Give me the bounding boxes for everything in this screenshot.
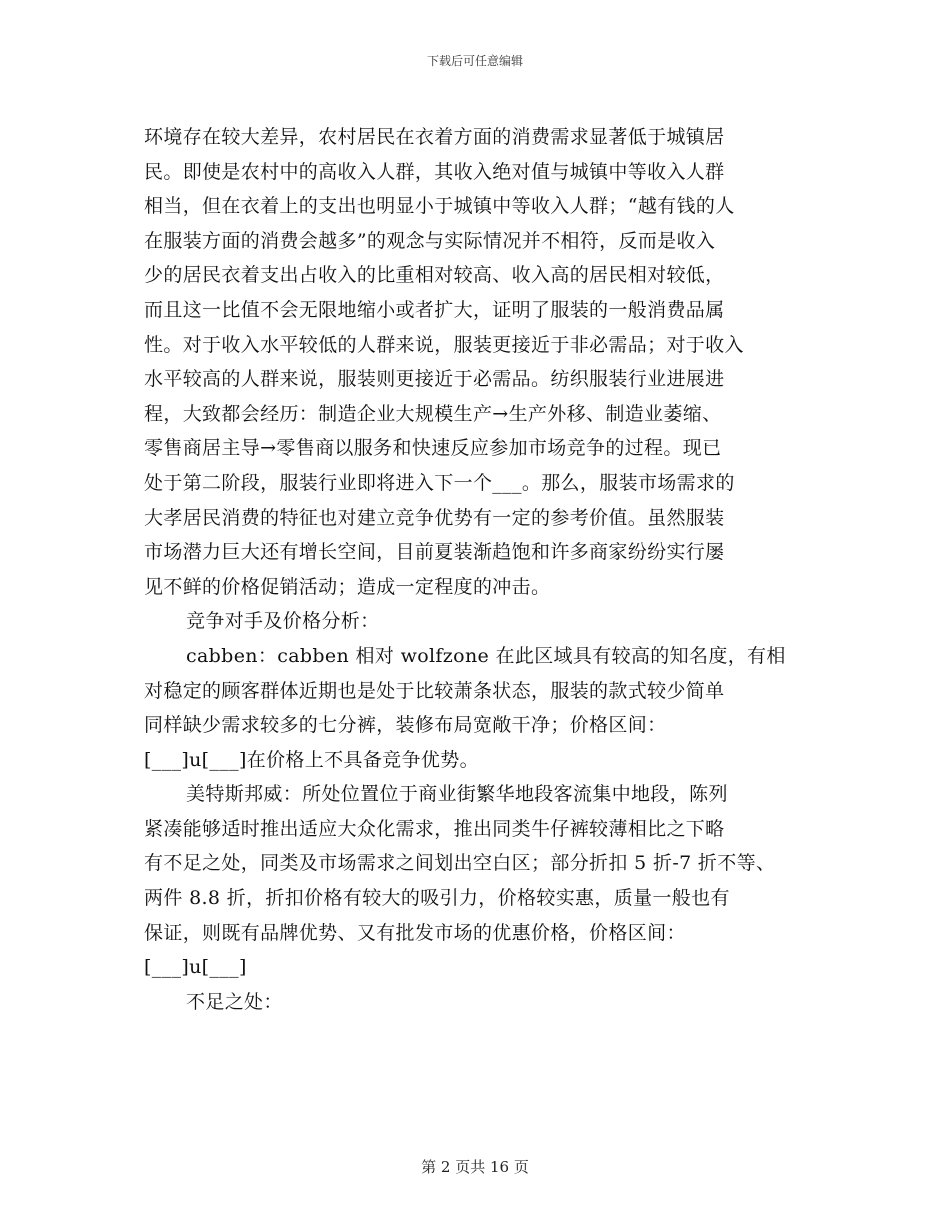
text-line: 大孝居民消费的特征也对建立竞争优势有一定的参考价值。虽然服装 <box>144 506 725 529</box>
text-line: 环境存在较大差异，农村居民在衣着方面的消费需求显著低于城镇居 <box>144 126 725 148</box>
text-line: 程，大致都会经历：制造企业大规模生产→生产外移、制造业萎缩、 <box>144 402 722 425</box>
text-line: 见不鲜的价格促销活动；造成一定程度的冲击。 <box>144 575 551 598</box>
text-line: 同样缺少需求较多的七分裤，装修布局宽敞干净；价格区间： <box>144 714 667 737</box>
text-line: cabben：cabben 相对 wolfzone 在此区域具有较高的知名度，有相 <box>186 644 786 667</box>
text-line: [___]u[___]在价格上不具备竞争优势。 <box>144 748 479 771</box>
text-line: 民。即使是农村中的高收入人群，其收入绝对值与城镇中等收入人群 <box>144 160 725 183</box>
page-header: 下载后可任意编辑 <box>426 54 523 68</box>
text-line: 保证，则既有品牌优势、又有批发市场的优惠价格，价格区间： <box>144 921 686 944</box>
text-line: 性。对于收入水平较低的人群来说，服装更接近于非必需品；对于收入 <box>144 333 744 356</box>
text-line: 少的居民衣着支出占收入的比重相对较高、收入高的居民相对较低， <box>144 264 725 287</box>
text-line: 美特斯邦威：所处位置位于商业街繁华地段客流集中地段，陈列 <box>186 783 728 806</box>
text-line: 在服装方面的消费会越多”的观念与实际情况并不相符，反而是收入 <box>144 229 716 252</box>
text-line: 处于第二阶段，服装行业即将进入下一个___。那么，服装市场需求的 <box>144 471 735 494</box>
text-line: 相当，但在衣着上的支出也明显小于城镇中等收入人群；“越有钱的人 <box>144 195 735 218</box>
text-line: 紧凑能够适时推出适应大众化需求，推出同类牛仔裤较薄相比之下略 <box>144 817 725 840</box>
text-line: [___]u[___] <box>144 956 247 979</box>
text-line: 对稳定的顾客群体近期也是处于比较萧条状态，服装的款式较少简单 <box>144 679 725 702</box>
text-line: 而且这一比值不会无限地缩小或者扩大，证明了服装的一般消费品属 <box>144 298 725 321</box>
text-line: 两件 8.8 折，折扣价格有较大的吸引力，价格较实惠，质量一般也有 <box>144 887 730 910</box>
document-body <box>144 120 824 1019</box>
text-line: 水平较高的人群来说，服装则更接近于必需品。纺织服装行业进展进 <box>144 368 725 391</box>
text-line: 市场潜力巨大还有增长空间，目前夏装渐趋饱和许多商家纷纷实行屡 <box>144 541 725 564</box>
text-line: 零售商居主导→零售商以服务和快速反应参加市场竞争的过程。现已 <box>144 437 722 460</box>
page-footer: 第 2 页共 16 页 <box>421 1158 529 1176</box>
text-line: 不足之处： <box>186 990 283 1013</box>
section-heading: 竞争对手及价格分析： <box>186 610 380 633</box>
text-line: 有不足之处，同类及市场需求之间划出空白区；部分折扣 5 折-7 折不等、 <box>144 852 776 875</box>
